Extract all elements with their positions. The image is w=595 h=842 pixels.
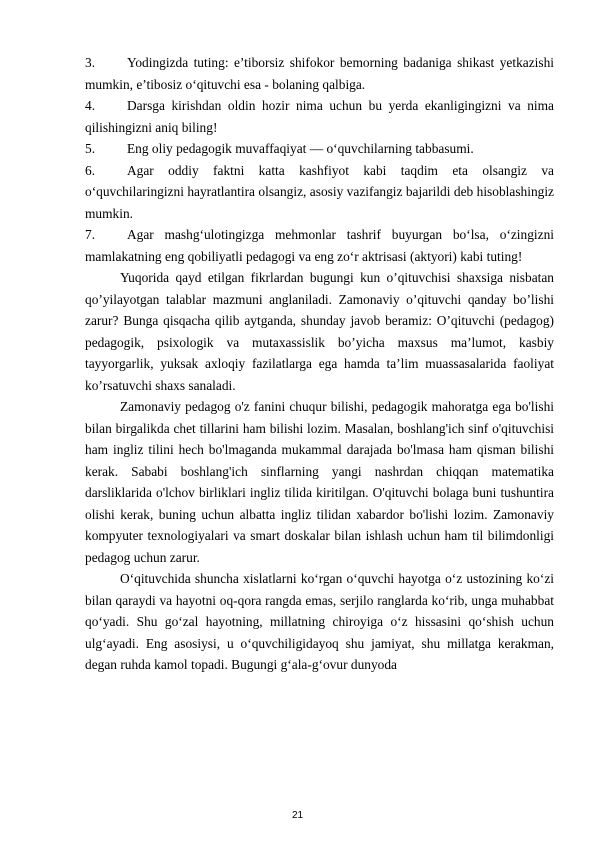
- list-item: [85, 224, 554, 267]
- list-item: [85, 138, 554, 160]
- list-number: 5.: [85, 141, 96, 156]
- list-text: Yodingizda tuting: e’tiborsiz shifokor bemorning badaniga shikast yetkazishi mumkin, e’tibosiz o‘qituvchi esa - bolaning qalbiga.: [85, 55, 554, 92]
- list-item: [85, 95, 554, 138]
- list-text: Agar oddiy faktni katta kashfiyot kabi taqdim eta olsangiz va o‘quvchilaringizni hayratlantira olsangiz, asosiy vazifangiz bajarildi deb hisoblashingiz mumkin.: [85, 162, 554, 221]
- list-text: Eng oliy pedagogik muvaffaqiyat — o‘quvchilarning tabbasumi.: [127, 141, 474, 156]
- list-number: 3.: [85, 55, 96, 70]
- list-text: Agar mashg‘ulotingizga mehmonlar tashrif buyurgan bo‘lsa, o‘zingizni mamlakatning eng qobiliyatli pedagogi va eng zo‘r aktrisasi (aktyori) kabi tuting!: [85, 227, 554, 264]
- body-paragraph: O‘qituvchida shuncha xislatlarni ko‘rgan o‘quvchi hayotga o‘z ustozining ko‘zi bilan qaraydi va hayotni oq-qora rangda emas, serjilo ranglarda ko‘rib, unga muhabbat qo‘yadi. Shu go‘zal hayotning, millatning chiroyiga o‘z hissasini qo‘shish uchun ulg‘ayadi. Eng asosiysi, u o‘quvchiligidayoq shu jamiyat, shu millatga kerakman, degan ruhda kamol topadi. Bugungi g‘ala-g‘ovur dunyoda: [85, 571, 554, 672]
- list-number: 7.: [85, 227, 96, 242]
- list-item: [85, 52, 554, 95]
- list-number: 4.: [85, 98, 96, 113]
- body-paragraph: Zamonaviy pedagog o'z fanini chuqur bilishi, pedagogik mahoratga ega bo'lishi bilan birgalikda chet tillarini ham bilishi lozim. Masalan, boshlang'ich sinf o'qituvchisi ham ingliz tilini hech bo'lmaganda mukammal darajada bo'lmasa ham qisman bilishi kerak. Sababi boshlang'ich sinflarning yangi nashrdan chiqqan matematika darsliklarida o'lchov birliklari ingliz tilida kiritilgan. O'qituvchi bolaga buni tushuntira olishi kerak, buning uchun albatta ingliz tilidan xabardor bo'lishi lozim. Zamonaviy kompyuter texnologiyalari va smart doskalar bilan ishlash uchun ham til bilimdonligi pedagog uchun zarur.: [85, 399, 554, 565]
- page-body: [85, 52, 554, 676]
- body-paragraph: Yuqorida qayd etilgan fikrlardan bugungi kun o’qituvchisi shaxsiga nisbatan qo’yilayotgan talablar mazmuni anglaniladi. Zamonaviy o’qituvchi qanday bo’lishi zarur? Bunga qisqacha qilib aytganda, shunday javob beramiz: O’qituvchi (pedagog) pedagogik, psixologik va mutaxassislik bo’yicha maxsus ma’lumot, kasbiy tayyorgarlik, yuksak axloqiy fazilatlarga ega hamda ta’lim muassasalarida faoliyat ko’rsatuvchi shaxs sanaladi.: [85, 270, 554, 393]
- list-item: [85, 160, 554, 225]
- list-text: Darsga kirishdan oldin hozir nima uchun bu yerda ekanligingizni va nima qilishingizni aniq biling!: [85, 98, 554, 135]
- list-number: 6.: [85, 162, 96, 178]
- page-number: 21: [291, 810, 304, 821]
